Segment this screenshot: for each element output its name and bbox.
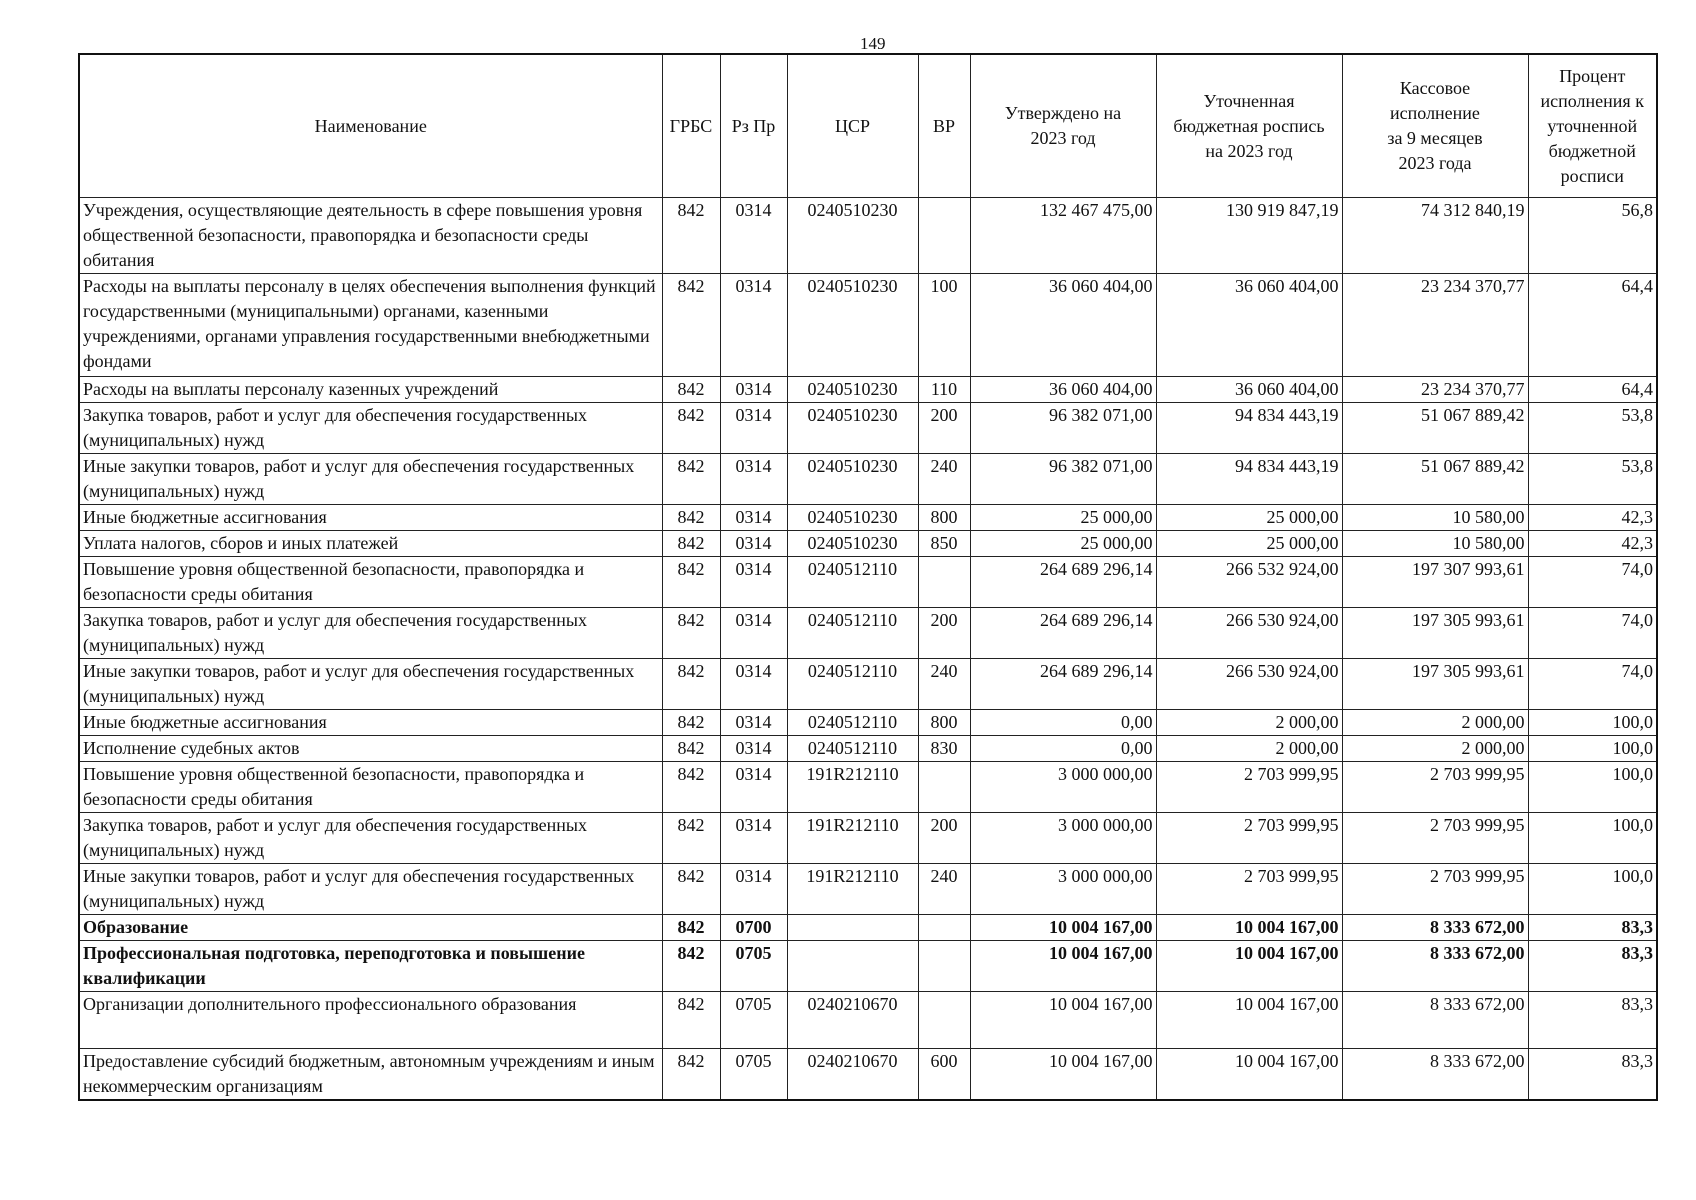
cell-refined: 10 004 167,00 xyxy=(1156,915,1342,941)
cell-rzpr: 0314 xyxy=(720,454,787,505)
cell-vr xyxy=(918,198,970,274)
cell-rzpr: 0314 xyxy=(720,531,787,557)
cell-approved: 36 060 404,00 xyxy=(970,274,1156,377)
cell-vr xyxy=(918,557,970,608)
cell-cash: 2 703 999,95 xyxy=(1342,762,1528,813)
cell-refined: 10 004 167,00 xyxy=(1156,992,1342,1049)
header-rzpr: Рз Пр xyxy=(720,54,787,198)
cell-cash: 51 067 889,42 xyxy=(1342,454,1528,505)
cell-rzpr: 0314 xyxy=(720,274,787,377)
cell-percent: 83,3 xyxy=(1528,941,1657,992)
cell-cash: 2 000,00 xyxy=(1342,710,1528,736)
cell-csr: 0240512110 xyxy=(787,659,918,710)
cell-vr xyxy=(918,941,970,992)
cell-refined: 2 703 999,95 xyxy=(1156,762,1342,813)
table-row xyxy=(79,505,1657,531)
cell-approved: 10 004 167,00 xyxy=(970,992,1156,1049)
cell-refined: 2 000,00 xyxy=(1156,736,1342,762)
cell-grbs: 842 xyxy=(662,274,720,377)
cell-rzpr: 0314 xyxy=(720,813,787,864)
cell-csr: 0240210670 xyxy=(787,992,918,1049)
cell-csr: 0240510230 xyxy=(787,403,918,454)
budget-execution-table xyxy=(78,53,1658,1101)
cell-approved: 10 004 167,00 xyxy=(970,915,1156,941)
cell-name: Закупка товаров, работ и услуг для обеспечения государственных (муниципальных) нужд xyxy=(79,403,662,454)
cell-percent: 64,4 xyxy=(1528,377,1657,403)
cell-csr: 0240510230 xyxy=(787,505,918,531)
table-row xyxy=(79,608,1657,659)
table-body xyxy=(79,198,1657,1101)
cell-name: Расходы на выплаты персоналу в целях обеспечения выполнения функций государственными (муниципальными) органами, казенными учреждениями, органами управления государственными внебюджетными фондами xyxy=(79,274,662,377)
table-row xyxy=(79,864,1657,915)
header-grbs: ГРБС xyxy=(662,54,720,198)
cell-vr: 200 xyxy=(918,608,970,659)
cell-csr: 191R212110 xyxy=(787,864,918,915)
cell-csr xyxy=(787,915,918,941)
cell-grbs: 842 xyxy=(662,864,720,915)
table-row xyxy=(79,710,1657,736)
cell-approved: 264 689 296,14 xyxy=(970,659,1156,710)
cell-name: Уплата налогов, сборов и иных платежей xyxy=(79,531,662,557)
cell-name: Повышение уровня общественной безопасности, правопорядка и безопасности среды обитания xyxy=(79,762,662,813)
cell-vr: 240 xyxy=(918,659,970,710)
cell-percent: 64,4 xyxy=(1528,274,1657,377)
table-header-row xyxy=(79,54,1657,198)
cell-name: Иные закупки товаров, работ и услуг для обеспечения государственных (муниципальных) нужд xyxy=(79,659,662,710)
cell-refined: 36 060 404,00 xyxy=(1156,274,1342,377)
cell-csr: 0240512110 xyxy=(787,557,918,608)
table-row xyxy=(79,377,1657,403)
cell-vr xyxy=(918,915,970,941)
cell-csr: 0240512110 xyxy=(787,710,918,736)
cell-refined: 2 703 999,95 xyxy=(1156,864,1342,915)
cell-rzpr: 0314 xyxy=(720,198,787,274)
cell-csr: 0240510230 xyxy=(787,454,918,505)
cell-vr: 600 xyxy=(918,1049,970,1101)
table-row xyxy=(79,941,1657,992)
cell-name: Иные закупки товаров, работ и услуг для обеспечения государственных (муниципальных) нужд xyxy=(79,454,662,505)
cell-refined: 10 004 167,00 xyxy=(1156,1049,1342,1101)
cell-rzpr: 0314 xyxy=(720,505,787,531)
cell-approved: 0,00 xyxy=(970,710,1156,736)
cell-percent: 53,8 xyxy=(1528,454,1657,505)
cell-rzpr: 0314 xyxy=(720,377,787,403)
header-vr: ВР xyxy=(918,54,970,198)
cell-cash: 2 703 999,95 xyxy=(1342,813,1528,864)
cell-percent: 100,0 xyxy=(1528,864,1657,915)
cell-grbs: 842 xyxy=(662,608,720,659)
cell-approved: 264 689 296,14 xyxy=(970,608,1156,659)
cell-rzpr: 0314 xyxy=(720,608,787,659)
table-row xyxy=(79,557,1657,608)
cell-grbs: 842 xyxy=(662,659,720,710)
cell-grbs: 842 xyxy=(662,531,720,557)
cell-name: Расходы на выплаты персоналу казенных учреждений xyxy=(79,377,662,403)
header-cash: Кассовое исполнение за 9 месяцев 2023 года xyxy=(1342,54,1528,198)
cell-approved: 96 382 071,00 xyxy=(970,454,1156,505)
cell-grbs: 842 xyxy=(662,915,720,941)
cell-grbs: 842 xyxy=(662,557,720,608)
cell-rzpr: 0314 xyxy=(720,762,787,813)
cell-percent: 83,3 xyxy=(1528,915,1657,941)
table-row xyxy=(79,915,1657,941)
cell-rzpr: 0705 xyxy=(720,941,787,992)
cell-rzpr: 0314 xyxy=(720,736,787,762)
cell-percent: 53,8 xyxy=(1528,403,1657,454)
cell-refined: 25 000,00 xyxy=(1156,505,1342,531)
cell-rzpr: 0314 xyxy=(720,403,787,454)
cell-vr: 850 xyxy=(918,531,970,557)
cell-cash: 23 234 370,77 xyxy=(1342,274,1528,377)
table-row xyxy=(79,736,1657,762)
cell-refined: 25 000,00 xyxy=(1156,531,1342,557)
cell-percent: 74,0 xyxy=(1528,659,1657,710)
cell-csr: 0240512110 xyxy=(787,736,918,762)
cell-rzpr: 0314 xyxy=(720,659,787,710)
cell-percent: 100,0 xyxy=(1528,710,1657,736)
header-name: Наименование xyxy=(79,54,662,198)
cell-grbs: 842 xyxy=(662,941,720,992)
cell-approved: 10 004 167,00 xyxy=(970,941,1156,992)
cell-csr: 0240512110 xyxy=(787,608,918,659)
cell-name: Организации дополнительного профессионального образования xyxy=(79,992,662,1049)
cell-vr: 200 xyxy=(918,403,970,454)
header-csr: ЦСР xyxy=(787,54,918,198)
table-row xyxy=(79,403,1657,454)
cell-refined: 10 004 167,00 xyxy=(1156,941,1342,992)
cell-percent: 83,3 xyxy=(1528,1049,1657,1101)
cell-name: Профессиональная подготовка, переподготовка и повышение квалификации xyxy=(79,941,662,992)
cell-percent: 100,0 xyxy=(1528,813,1657,864)
cell-refined: 266 530 924,00 xyxy=(1156,659,1342,710)
cell-vr: 830 xyxy=(918,736,970,762)
cell-name: Предоставление субсидий бюджетным, автономным учреждениям и иным некоммерческим организациям xyxy=(79,1049,662,1101)
cell-name: Иные закупки товаров, работ и услуг для обеспечения государственных (муниципальных) нужд xyxy=(79,864,662,915)
cell-approved: 3 000 000,00 xyxy=(970,813,1156,864)
cell-refined: 266 532 924,00 xyxy=(1156,557,1342,608)
cell-rzpr: 0314 xyxy=(720,710,787,736)
cell-csr: 0240510230 xyxy=(787,531,918,557)
cell-cash: 197 305 993,61 xyxy=(1342,608,1528,659)
cell-name: Учреждения, осуществляющие деятельность в сфере повышения уровня общественной безопасности, правопорядка и безопасности среды обитания xyxy=(79,198,662,274)
cell-percent: 74,0 xyxy=(1528,557,1657,608)
cell-csr: 0240210670 xyxy=(787,1049,918,1101)
header-approved: Утверждено на 2023 год xyxy=(970,54,1156,198)
header-refined: Уточненная бюджетная роспись на 2023 год xyxy=(1156,54,1342,198)
cell-approved: 264 689 296,14 xyxy=(970,557,1156,608)
cell-vr: 240 xyxy=(918,454,970,505)
cell-vr: 200 xyxy=(918,813,970,864)
cell-approved: 25 000,00 xyxy=(970,505,1156,531)
cell-approved: 25 000,00 xyxy=(970,531,1156,557)
cell-refined: 94 834 443,19 xyxy=(1156,454,1342,505)
cell-name: Образование xyxy=(79,915,662,941)
cell-csr: 191R212110 xyxy=(787,813,918,864)
cell-grbs: 842 xyxy=(662,403,720,454)
cell-approved: 3 000 000,00 xyxy=(970,762,1156,813)
cell-vr: 110 xyxy=(918,377,970,403)
cell-cash: 8 333 672,00 xyxy=(1342,992,1528,1049)
cell-cash: 23 234 370,77 xyxy=(1342,377,1528,403)
cell-cash: 8 333 672,00 xyxy=(1342,1049,1528,1101)
cell-name: Иные бюджетные ассигнования xyxy=(79,710,662,736)
cell-cash: 10 580,00 xyxy=(1342,505,1528,531)
table-row xyxy=(79,659,1657,710)
cell-rzpr: 0314 xyxy=(720,864,787,915)
cell-grbs: 842 xyxy=(662,454,720,505)
cell-name: Исполнение судебных актов xyxy=(79,736,662,762)
cell-cash: 197 307 993,61 xyxy=(1342,557,1528,608)
table-row xyxy=(79,762,1657,813)
cell-refined: 130 919 847,19 xyxy=(1156,198,1342,274)
cell-rzpr: 0705 xyxy=(720,992,787,1049)
cell-vr: 240 xyxy=(918,864,970,915)
cell-percent: 83,3 xyxy=(1528,992,1657,1049)
cell-cash: 8 333 672,00 xyxy=(1342,915,1528,941)
header-percent: Процент исполнения к уточненной бюджетной росписи xyxy=(1528,54,1657,198)
cell-vr xyxy=(918,992,970,1049)
cell-refined: 94 834 443,19 xyxy=(1156,403,1342,454)
cell-grbs: 842 xyxy=(662,762,720,813)
cell-name: Закупка товаров, работ и услуг для обеспечения государственных (муниципальных) нужд xyxy=(79,813,662,864)
cell-rzpr: 0314 xyxy=(720,557,787,608)
cell-grbs: 842 xyxy=(662,813,720,864)
cell-percent: 42,3 xyxy=(1528,531,1657,557)
table-row xyxy=(79,992,1657,1049)
table-row xyxy=(79,1049,1657,1101)
cell-refined: 2 000,00 xyxy=(1156,710,1342,736)
cell-vr: 800 xyxy=(918,710,970,736)
table-row xyxy=(79,454,1657,505)
cell-vr: 800 xyxy=(918,505,970,531)
page-number: 149 xyxy=(860,34,886,53)
cell-approved: 10 004 167,00 xyxy=(970,1049,1156,1101)
cell-name: Повышение уровня общественной безопасности, правопорядка и безопасности среды обитания xyxy=(79,557,662,608)
cell-percent: 42,3 xyxy=(1528,505,1657,531)
cell-rzpr: 0705 xyxy=(720,1049,787,1101)
cell-percent: 100,0 xyxy=(1528,762,1657,813)
cell-approved: 0,00 xyxy=(970,736,1156,762)
cell-vr: 100 xyxy=(918,274,970,377)
cell-csr xyxy=(787,941,918,992)
cell-approved: 36 060 404,00 xyxy=(970,377,1156,403)
cell-csr: 0240510230 xyxy=(787,377,918,403)
cell-percent: 56,8 xyxy=(1528,198,1657,274)
cell-cash: 74 312 840,19 xyxy=(1342,198,1528,274)
cell-refined: 2 703 999,95 xyxy=(1156,813,1342,864)
cell-grbs: 842 xyxy=(662,992,720,1049)
cell-refined: 266 530 924,00 xyxy=(1156,608,1342,659)
cell-approved: 132 467 475,00 xyxy=(970,198,1156,274)
cell-cash: 2 000,00 xyxy=(1342,736,1528,762)
cell-cash: 197 305 993,61 xyxy=(1342,659,1528,710)
table-row xyxy=(79,813,1657,864)
table-row xyxy=(79,274,1657,377)
cell-csr: 191R212110 xyxy=(787,762,918,813)
cell-grbs: 842 xyxy=(662,736,720,762)
cell-approved: 3 000 000,00 xyxy=(970,864,1156,915)
cell-grbs: 842 xyxy=(662,377,720,403)
cell-cash: 51 067 889,42 xyxy=(1342,403,1528,454)
cell-vr xyxy=(918,762,970,813)
table-row xyxy=(79,531,1657,557)
cell-cash: 8 333 672,00 xyxy=(1342,941,1528,992)
cell-name: Закупка товаров, работ и услуг для обеспечения государственных (муниципальных) нужд xyxy=(79,608,662,659)
cell-csr: 0240510230 xyxy=(787,198,918,274)
cell-name: Иные бюджетные ассигнования xyxy=(79,505,662,531)
cell-grbs: 842 xyxy=(662,505,720,531)
cell-csr: 0240510230 xyxy=(787,274,918,377)
cell-cash: 10 580,00 xyxy=(1342,531,1528,557)
cell-cash: 2 703 999,95 xyxy=(1342,864,1528,915)
cell-rzpr: 0700 xyxy=(720,915,787,941)
cell-grbs: 842 xyxy=(662,198,720,274)
cell-approved: 96 382 071,00 xyxy=(970,403,1156,454)
cell-grbs: 842 xyxy=(662,1049,720,1101)
cell-refined: 36 060 404,00 xyxy=(1156,377,1342,403)
cell-percent: 74,0 xyxy=(1528,608,1657,659)
table-row xyxy=(79,198,1657,274)
cell-grbs: 842 xyxy=(662,710,720,736)
cell-percent: 100,0 xyxy=(1528,736,1657,762)
